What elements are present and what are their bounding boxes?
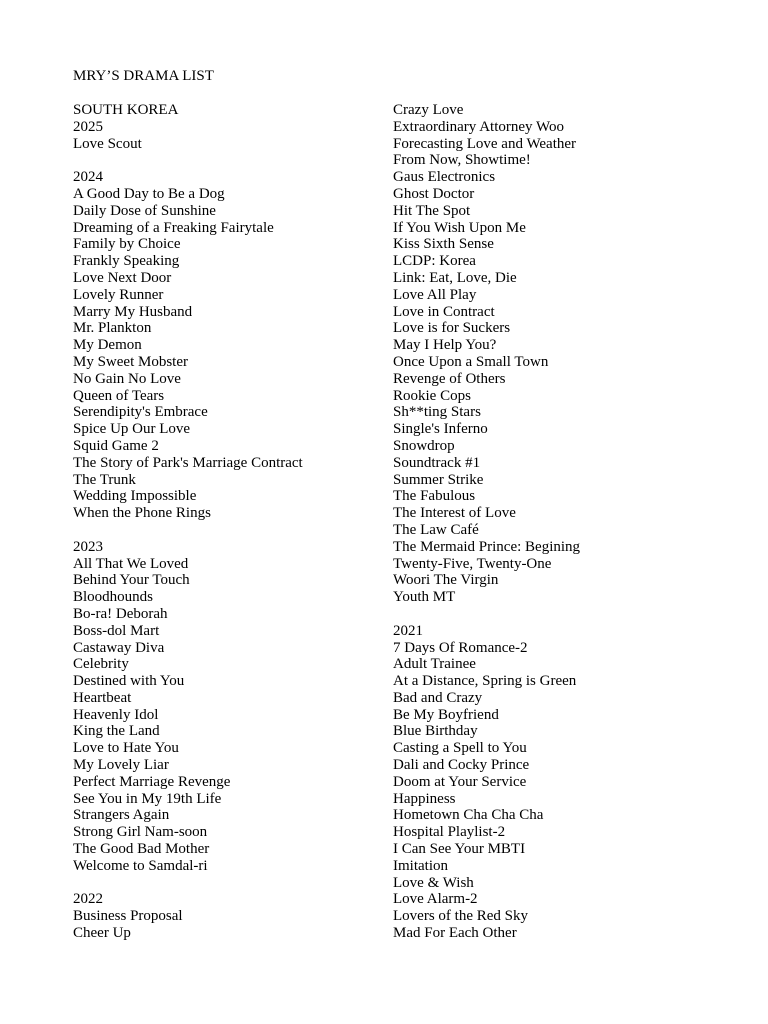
drama-title: Blue Birthday [393, 723, 478, 740]
drama-title: Celebrity [73, 656, 129, 673]
drama-title: Cheer Up [73, 925, 131, 942]
drama-title: Snowdrop [393, 437, 455, 454]
drama-title: May I Help You? [393, 337, 497, 354]
blank-line [73, 875, 303, 892]
drama-title: Sh**ting Stars [393, 404, 481, 421]
drama-title: King the Land [73, 723, 160, 740]
drama-title: Ghost Doctor [393, 185, 475, 202]
drama-title: Lovers of the Red Sky [393, 908, 528, 925]
drama-title: Marry My Husband [73, 303, 193, 320]
drama-title: Behind Your Touch [73, 572, 190, 589]
drama-title: Bloodhounds [73, 589, 154, 606]
drama-title: Castaway Diva [73, 639, 165, 656]
year-heading: 2022 [73, 891, 103, 908]
drama-title: Twenty-Five, Twenty-One [393, 555, 552, 572]
drama-title: Be My Boyfriend [393, 706, 499, 723]
drama-title: Crazy Love [393, 102, 464, 118]
year-heading: 2025 [73, 118, 103, 135]
drama-title: Wedding Impossible [73, 488, 197, 505]
drama-title: LCDP: Korea [393, 253, 476, 270]
drama-title: Business Proposal [73, 908, 183, 925]
document-title: MRY’S DRAMA LIST [73, 68, 214, 84]
year-heading: 2024 [73, 169, 103, 186]
drama-title: Mr. Plankton [73, 320, 152, 337]
drama-title: Woori The Virgin [393, 572, 499, 589]
drama-title: The Good Bad Mother [73, 841, 210, 858]
drama-title: Love Next Door [73, 269, 172, 286]
drama-title: Rookie Cops [393, 387, 471, 404]
drama-title: Link: Eat, Love, Die [393, 269, 517, 286]
drama-title: Forecasting Love and Weather [393, 135, 577, 152]
drama-title: Single's Inferno [393, 421, 488, 438]
drama-title: Love is for Suckers [393, 320, 511, 337]
drama-title: Strangers Again [73, 807, 170, 824]
drama-title: Love Scout [73, 135, 142, 152]
drama-title: Daily Dose of Sunshine [73, 202, 216, 219]
drama-title: Kiss Sixth Sense [393, 236, 494, 253]
drama-title: Heavenly Idol [73, 706, 159, 723]
section-heading: SOUTH KOREA [73, 102, 179, 118]
drama-title: All That We Loved [73, 555, 189, 572]
drama-title: Hometown Cha Cha Cha [393, 807, 544, 824]
drama-title: Perfect Marriage Revenge [73, 773, 231, 790]
year-heading: 2021 [393, 622, 423, 639]
drama-title: See You in My 19th Life [73, 790, 222, 807]
drama-title: Bo-ra! Deborah [73, 605, 168, 622]
drama-title: The Mermaid Prince: Begining [393, 538, 581, 555]
drama-title: Youth MT [393, 589, 456, 606]
blank-line [393, 606, 580, 623]
drama-title: Love & Wish [393, 874, 474, 891]
drama-title: Hit The Spot [393, 202, 471, 219]
drama-title: My Demon [73, 337, 142, 354]
drama-title: My Lovely Liar [73, 757, 169, 774]
drama-title: Mad For Each Other [393, 925, 517, 942]
drama-title: Serendipity's Embrace [73, 404, 208, 421]
drama-title: Dali and Cocky Prince [393, 757, 530, 774]
drama-title: The Law Café [393, 521, 479, 538]
drama-title: Summer Strike [393, 471, 484, 488]
drama-title: Casting a Spell to You [393, 740, 527, 757]
drama-title: Gaus Electronics [393, 169, 496, 186]
drama-title: Dreaming of a Freaking Fairytale [73, 219, 274, 236]
drama-title: Once Upon a Small Town [393, 353, 549, 370]
drama-title: The Fabulous [393, 488, 476, 505]
left-column [73, 102, 303, 942]
drama-title: Frankly Speaking [73, 253, 180, 270]
drama-title: Soundtrack #1 [393, 454, 481, 471]
drama-title: From Now, Showtime! [393, 152, 531, 169]
drama-title: Love in Contract [393, 303, 495, 320]
drama-title: Boss-dol Mart [73, 622, 160, 639]
drama-title: Squid Game 2 [73, 437, 159, 454]
drama-title: Extraordinary Attorney Woo [393, 118, 564, 135]
drama-title: Strong Girl Nam-soon [73, 824, 208, 841]
drama-title: The Trunk [73, 471, 136, 488]
drama-title: At a Distance, Spring is Green [393, 673, 577, 690]
drama-title: Love to Hate You [73, 740, 179, 757]
drama-title: Spice Up Our Love [73, 421, 191, 438]
drama-title: No Gain No Love [73, 370, 181, 387]
drama-title: I Can See Your MBTI [393, 841, 526, 858]
drama-title: Doom at Your Service [393, 773, 527, 790]
drama-title: Destined with You [73, 673, 185, 690]
drama-title: Adult Trainee [393, 656, 476, 673]
drama-title: Family by Choice [73, 236, 181, 253]
right-column [393, 102, 580, 942]
drama-title: When the Phone Rings [73, 505, 211, 522]
drama-title: Imitation [393, 857, 448, 874]
drama-title: My Sweet Mobster [73, 353, 188, 370]
drama-title: Revenge of Others [393, 370, 506, 387]
blank-line [73, 522, 303, 539]
drama-title: The Interest of Love [393, 505, 516, 522]
blank-line [73, 152, 303, 169]
drama-title: If You Wish Upon Me [393, 219, 526, 236]
drama-title: Heartbeat [73, 689, 132, 706]
drama-title: Welcome to Samdal-ri [73, 857, 208, 874]
drama-title: Happiness [393, 790, 456, 807]
drama-title: The Story of Park's Marriage Contract [73, 454, 303, 471]
drama-title: Love Alarm-2 [393, 891, 478, 908]
drama-title: A Good Day to Be a Dog [73, 185, 225, 202]
drama-title: Lovely Runner [73, 286, 164, 303]
drama-title: Queen of Tears [73, 387, 165, 404]
drama-title: Hospital Playlist-2 [393, 824, 506, 841]
drama-title: Bad and Crazy [393, 689, 483, 706]
drama-title: Love All Play [393, 286, 477, 303]
year-heading: 2023 [73, 538, 103, 555]
drama-title: 7 Days Of Romance-2 [393, 639, 528, 656]
